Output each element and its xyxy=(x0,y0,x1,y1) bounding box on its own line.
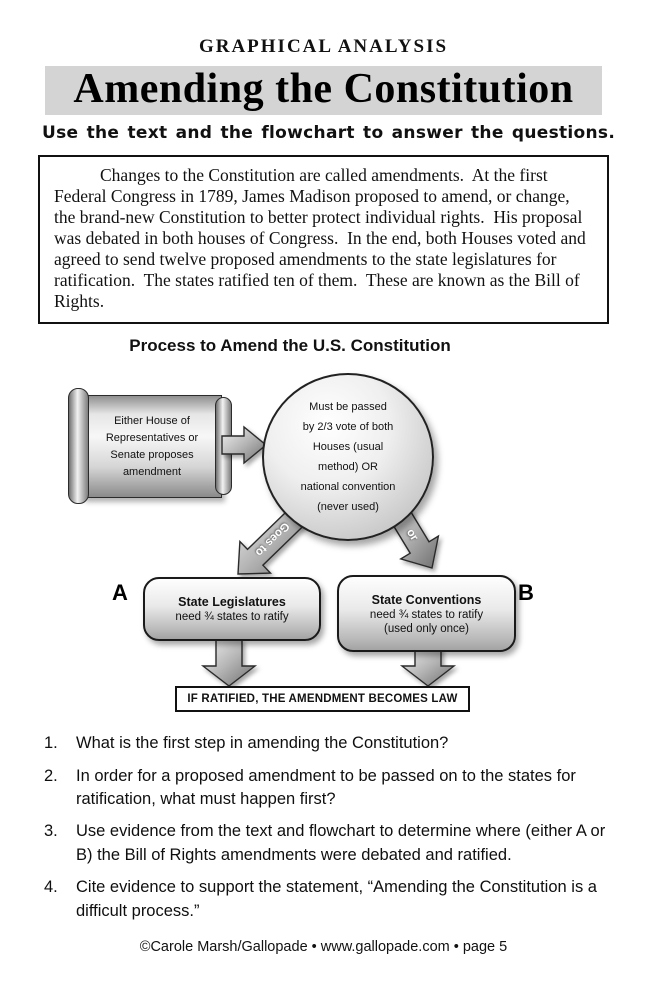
intro-paragraph: Changes to the Constitution are called amendments. At the first Federal Congress in 1789, James Madison proposed to amend, or change, the brand-new Constitution to better protect individual rights. His proposal was debated in both houses of Congress. In the end, both Houses voted and agreed to send twelve proposed amendments to the state legislatures for ratification. The states ratified ten of them. These are known as the Bill of Rights. xyxy=(54,165,591,312)
question-text: Cite evidence to support the statement, “Amending the Constitution is a difficult process.” xyxy=(76,878,597,920)
state-conventions-note: (used only once) xyxy=(383,622,470,635)
state-conventions-subtitle: need ¾ states to ratify xyxy=(369,608,484,621)
option-b-label: B xyxy=(518,580,534,606)
state-conventions-box xyxy=(337,575,516,652)
flowchart xyxy=(0,360,647,716)
goes-to-arrow-label: Goes to xyxy=(252,519,292,559)
arrow-down-b-icon xyxy=(402,648,454,686)
question-text: Use evidence from the text and flowchart to determine where (either A or B) the Bill of Rights amendments were debated and ratified. xyxy=(76,822,606,864)
question-number: 4. xyxy=(44,878,58,897)
arrow-down-a-icon xyxy=(203,640,255,686)
state-conventions-title: State Conventions xyxy=(371,592,482,607)
scroll-line: amendment xyxy=(122,465,182,478)
flowchart-title: Process to Amend the U.S. Constitution xyxy=(129,336,451,356)
or-arrow-label: or xyxy=(403,527,421,544)
section-kicker: GRAPHICAL ANALYSIS xyxy=(198,36,449,57)
circle-line: by 2/3 vote of both xyxy=(302,420,394,433)
question-text: In order for a proposed amendment to be passed on to the states for ratification, what must happen first? xyxy=(76,766,576,808)
question-number: 3. xyxy=(44,822,58,841)
scroll-line: Representatives or xyxy=(105,431,199,444)
question-item xyxy=(44,876,607,923)
question-number: 1. xyxy=(44,734,58,753)
state-legislatures-title: State Legislatures xyxy=(178,595,286,610)
state-legislatures-subtitle: need ¾ states to ratify xyxy=(175,611,289,624)
state-legislatures-box xyxy=(143,577,321,641)
question-number: 2. xyxy=(44,766,58,785)
question-item xyxy=(44,732,607,755)
circle-line: method) OR xyxy=(318,460,378,473)
question-item xyxy=(44,820,607,867)
question-list xyxy=(44,732,607,923)
page-footer: ©Carole Marsh/Gallopade • www.gallopade.com • page 5 xyxy=(139,939,508,956)
circle-line: national convention xyxy=(300,480,396,493)
page-title: Amending the Constitution xyxy=(73,66,574,112)
instruction-line: Use the text and the flowchart to answer the questions. xyxy=(42,123,616,144)
scroll-line: Either House of xyxy=(114,414,190,427)
scroll-line: Senate proposes xyxy=(110,448,194,461)
circle-line: Must be passed xyxy=(309,400,387,413)
circle-line: (never used) xyxy=(317,500,379,513)
arrow-right-icon xyxy=(222,427,266,463)
title-banner xyxy=(45,66,602,115)
option-a-label: A xyxy=(112,580,128,606)
question-text: What is the first step in amending the Constitution? xyxy=(76,734,449,753)
ratified-result-bar: IF RATIFIED, THE AMENDMENT BECOMES LAW xyxy=(175,686,470,712)
circle-line: Houses (usual xyxy=(312,440,384,453)
intro-text-box xyxy=(38,155,609,324)
question-item xyxy=(44,765,607,812)
